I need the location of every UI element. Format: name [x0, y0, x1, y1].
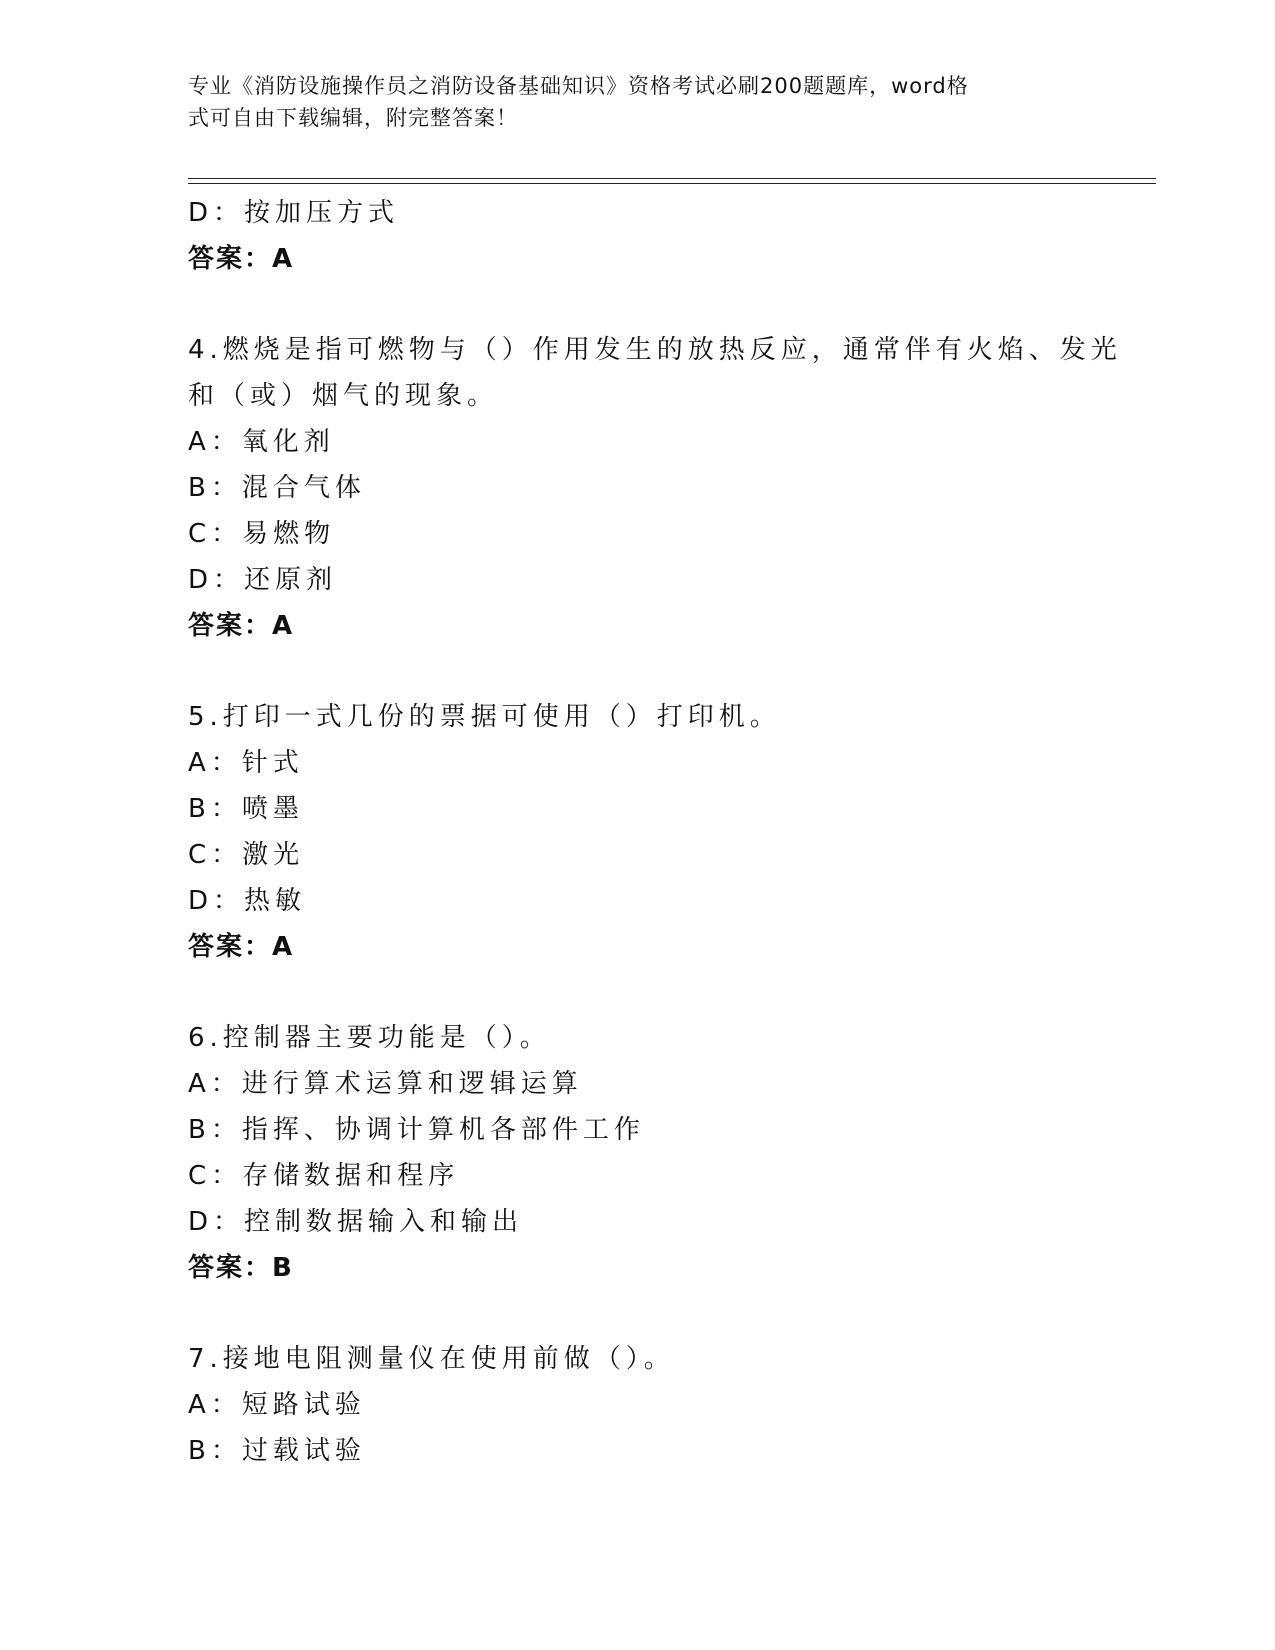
option-c: C：存储数据和程序 — [188, 1161, 460, 1191]
option-d: D：控制数据输入和输出 — [188, 1207, 524, 1237]
question-block-6 — [188, 1015, 1088, 1291]
header-line-1: 专业《消防设施操作员之消防设备基础知识》资格考试必刷200题题库，word格 — [188, 74, 969, 98]
option-b: B：过载试验 — [188, 1436, 366, 1466]
question-text-line-1: 5.打印一式几份的票据可使用（）打印机。 — [188, 702, 781, 732]
answer-line — [188, 924, 1088, 970]
header-line-2: 式可自由下载编辑，附完整答案！ — [188, 106, 518, 130]
question-block-3 — [188, 190, 1088, 282]
answer-label: 答案： — [188, 611, 273, 641]
answer-value: A — [272, 611, 295, 641]
option-a: A：针式 — [188, 748, 304, 778]
question-block-7 — [188, 1336, 1088, 1474]
header-divider-bottom — [188, 183, 1156, 184]
answer-line — [188, 1245, 1088, 1291]
question-text-line-2: 和（或）烟气的现象。 — [188, 381, 499, 411]
option-c: C：易燃物 — [188, 519, 336, 549]
answer-label: 答案： — [188, 932, 273, 962]
option-b: B：混合气体 — [188, 473, 366, 503]
option-a: A：氧化剂 — [188, 427, 335, 457]
option-a: A：进行算术运算和逻辑运算 — [188, 1069, 583, 1099]
header-divider-top — [188, 178, 1156, 179]
answer-label: 答案： — [188, 1253, 273, 1283]
answer-line — [188, 236, 1088, 282]
question-text-line-1: 6.控制器主要功能是（）。 — [188, 1023, 551, 1053]
question-list — [188, 190, 1122, 1474]
option-d: D：还原剂 — [188, 565, 338, 595]
question-block-4 — [188, 327, 1122, 649]
question-text-line-1: 4.燃烧是指可燃物与（）作用发生的放热反应，通常伴有火焰、发光 — [188, 335, 1122, 365]
question-block-5 — [188, 694, 1088, 970]
answer-line — [188, 603, 1088, 649]
question-text-line-1: 7.接地电阻测量仪在使用前做（）。 — [188, 1344, 675, 1374]
option-b: B：喷墨 — [188, 794, 304, 824]
answer-value: A — [272, 244, 295, 274]
answer-value: B — [272, 1253, 294, 1283]
option-d: D：热敏 — [188, 886, 307, 916]
option-d: D：按加压方式 — [188, 198, 400, 228]
answer-value: A — [272, 932, 295, 962]
answer-label: 答案： — [188, 244, 273, 274]
option-a: A：短路试验 — [188, 1390, 366, 1420]
option-c: C：激光 — [188, 840, 305, 870]
option-b: B：指挥、协调计算机各部件工作 — [188, 1115, 645, 1145]
document-header — [188, 70, 1068, 134]
